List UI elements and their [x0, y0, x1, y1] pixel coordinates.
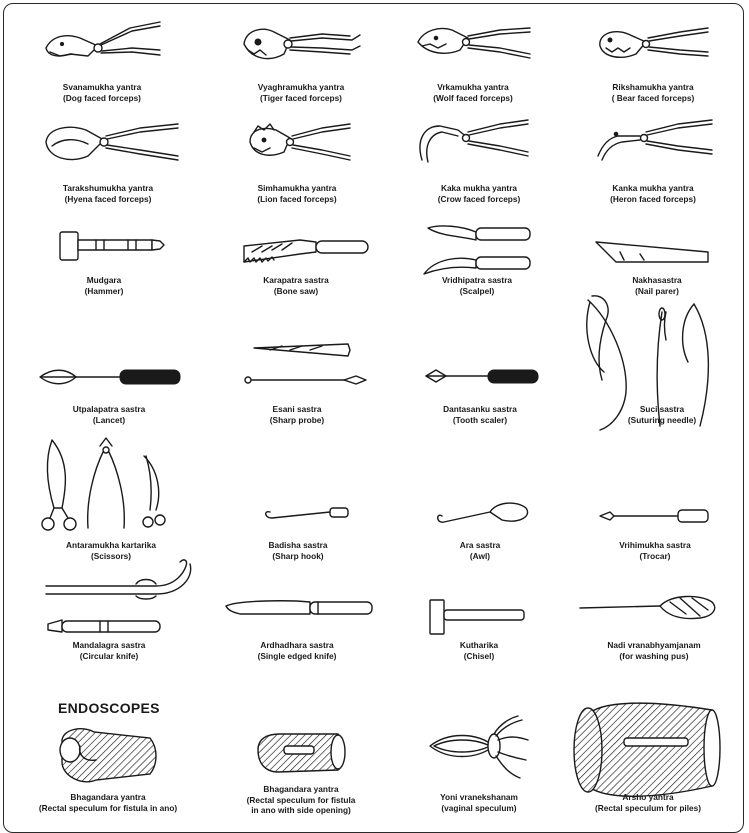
kutharika-drawing	[430, 600, 524, 634]
label-nadi: Nadi vranabhyamjanam (for washing pus)	[607, 640, 701, 661]
yoni-drawing	[430, 716, 528, 778]
mudgara-drawing	[60, 232, 164, 260]
vrkamukha-drawing	[418, 28, 530, 58]
kakamukha-drawing	[420, 120, 528, 162]
label-mudgara: Mudgara (Hammer)	[84, 275, 124, 296]
label-simhamukha: Simhamukha yantra (Lion faced forceps)	[257, 183, 337, 204]
tarakshumukha-drawing	[46, 124, 178, 160]
label-dantasanku: Dantasanku sastra (Tooth scaler)	[443, 404, 517, 425]
label-svanamukha: Svanamukha yantra (Dog faced forceps)	[62, 82, 142, 103]
label-vyaghramukha: Vyaghramukha yantra (Tiger faced forceps)	[257, 82, 345, 103]
svanamukha-drawing	[46, 22, 160, 56]
label-esani: Esani sastra (Sharp probe)	[269, 404, 325, 425]
label-suci: Suci sastra (Suturing needle)	[627, 404, 697, 425]
label-vrihimukha: Vrihimukha sastra (Trocar)	[619, 540, 691, 561]
label-nakhasastra: Nakhasastra (Nail parer)	[632, 275, 682, 296]
label-utpalapatra: Utpalapatra sastra (Lancet)	[72, 404, 146, 425]
label-vridhipatra: Vridhipatra sastra (Scalpel)	[441, 275, 513, 296]
label-kutharika: Kutharika (Chisel)	[459, 640, 499, 661]
kankamukha-drawing	[598, 120, 712, 160]
nakhasastra-drawing	[596, 242, 708, 262]
rikshamukha-drawing	[600, 28, 708, 57]
label-ardhadhara: Ardhadhara sastra (Single edged knife)	[257, 640, 337, 661]
ardhadhara-drawing	[226, 601, 372, 614]
ara-drawing	[438, 503, 528, 522]
utpalapatra-drawing	[40, 370, 180, 384]
nadi-drawing	[580, 596, 715, 618]
vyaghramukha-drawing	[244, 29, 360, 58]
label-kakamukha: Kaka mukha yantra (Crow faced forceps)	[437, 183, 521, 204]
label-rikshamukha: Rikshamukha yantra ( Bear faced forceps)	[611, 82, 695, 103]
simhamukha-drawing	[250, 124, 350, 160]
vridhipatra-drawing	[424, 226, 530, 274]
label-karapatra: Karapatra sastra (Bone saw)	[263, 275, 329, 296]
label-ara: Ara sastra (Awl)	[459, 540, 501, 561]
label-yoni: Yoni vranekshanam (vaginal speculum)	[440, 792, 518, 813]
label-arsho: Arsho yantra (Rectal speculum for piles)	[594, 792, 702, 813]
label-vrkamukha: Vrkamukha yantra (Wolf faced forceps)	[433, 82, 513, 103]
vrihimukha-drawing	[600, 510, 708, 522]
bhagandara2-drawing	[258, 734, 345, 772]
label-tarakshumukha: Tarakshumukha yantra (Hyena faced forceps)	[62, 183, 154, 204]
dantasanku-drawing	[426, 370, 538, 383]
label-antaramukha: Antaramukha kartarika (Scissors)	[66, 540, 156, 561]
badisha-drawing	[266, 508, 348, 518]
section-heading-endoscopes: ENDOSCOPES	[58, 700, 160, 716]
label-kankamukha: Kanka mukha yantra (Heron faced forceps)	[610, 183, 696, 204]
antaramukha-drawing	[42, 438, 165, 530]
karapatra-drawing	[244, 240, 368, 262]
label-bhagandara1: Bhagandara yantra (Rectal speculum for fistula in ano)	[38, 792, 178, 813]
esani-drawing	[245, 344, 366, 384]
label-mandalagra: Mandalagra sastra (Circular knife)	[72, 640, 146, 661]
label-badisha: Badisha sastra (Sharp hook)	[268, 540, 328, 561]
label-bhagandara2: Bhagandara yantra (Rectal speculum for fistula in ano with side opening)	[246, 784, 356, 815]
mandalagra-drawing	[46, 560, 191, 632]
arsho-drawing	[574, 703, 720, 796]
bhagandara1-drawing	[60, 729, 156, 782]
